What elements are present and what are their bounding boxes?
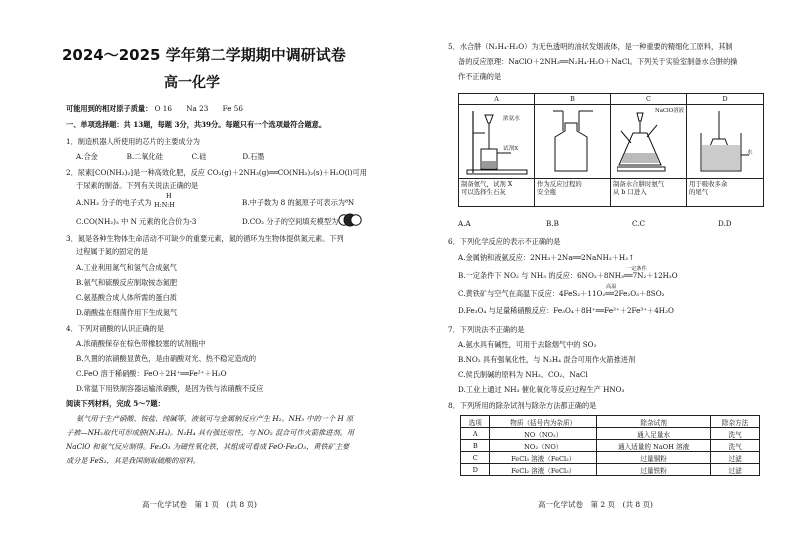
q8-cell: 过滤 — [711, 452, 760, 464]
q5-apparatus-c — [611, 105, 687, 179]
q5-caption-b-line1: 作为反应过程的 — [537, 180, 582, 188]
q5-option-a: A.A — [458, 219, 471, 228]
q5-caption-a — [459, 179, 535, 206]
q5-caption-a-line1: 制备氨气，试剂 X — [461, 180, 513, 188]
q4-option-b: B.久置的浓硝酸显黄色，是由硝酸对光、热不稳定造成的 — [76, 354, 257, 363]
exam-title: 2024～2025 学年第二学期期中调研试卷 — [62, 46, 346, 64]
q8-header-row — [461, 416, 760, 428]
q6-option-a: A.金属钠和液氨反应：2NH₃＋2Na══2NaNH₂＋H₂↑ — [458, 253, 635, 262]
q3-option-a: A.工业利用氮气和氢气合成氨气 — [76, 263, 177, 272]
q8-cell: 过量铁粉 — [597, 464, 711, 476]
label-naclo-solution: NaClO溶液 — [655, 108, 684, 114]
q6-option-b: B.一定条件下 NO₂ 与 NH₃ 的反应：6NO₂＋8NH₃══7N₂＋12H₂O — [458, 271, 678, 280]
q7-stem: 7．下列说法不正确的是 — [448, 325, 525, 334]
q5-header-c: C — [611, 94, 687, 105]
table-row — [461, 464, 760, 476]
passage-line-3: NaClO 和氨气反应制得。Fe₂O₃ 为磁性氧化铁，其组成可看成 FeO·Fe₂O₃，黄铁矿主要 — [66, 442, 350, 451]
q8-cell: C — [461, 452, 490, 464]
q6-c-condition: 高温 — [606, 284, 617, 290]
hydrazine-reactor-diagram — [617, 109, 681, 175]
q8-header-substance: 物质（括号内为杂质） — [490, 416, 597, 428]
q5-caption-b — [535, 179, 611, 206]
passage-line-4: 成分是 FeS₂，其是我国制取硫酸的原料。 — [66, 456, 200, 465]
q8-header-reagent: 除杂试剂 — [597, 416, 711, 428]
label-reagent-x: 试剂X — [503, 146, 519, 152]
q8-table — [460, 415, 760, 476]
q8-cell: 通入足量水 — [597, 428, 711, 440]
q8-cell: FeCl₃ 溶液（FeCl₂） — [490, 452, 597, 464]
q5-caption-d-line1: 用于吸收多余 — [689, 180, 728, 188]
q8-cell: 过滤 — [711, 464, 760, 476]
q8-cell: 洗气 — [711, 440, 760, 452]
q3-option-d: D.硝酸盐在细菌作用下生成氮气 — [76, 308, 178, 317]
q1-options: A.合金 B.二氧化硅 C.硅 D.石墨 — [76, 152, 265, 161]
q5-caption-a-line2: 可以选择生石灰 — [461, 188, 506, 196]
q8-cell: NO（NO₂） — [490, 428, 597, 440]
q8-cell: 通入适量的 NaOH 溶液 — [597, 440, 711, 452]
atomic-mass-values: O 16 Na 23 Fe 56 — [154, 104, 243, 113]
q5-header-b: B — [535, 94, 611, 105]
q5-caption-b-line2: 安全瓶 — [537, 188, 557, 196]
table-row — [461, 452, 760, 464]
q5-header-d: D — [722, 95, 728, 103]
q5-stem-line2: 备的反应原理：NaClO＋2NH₃══N₂H₄·H₂O＋NaCl。下列关于实验室制备水合肼的操 — [458, 57, 738, 66]
q7-option-c: C.侯氏制碱的原料为 NH₃、CO₂、NaCl — [458, 370, 588, 379]
q5-apparatus-table — [458, 93, 764, 207]
q8-cell: 洗气 — [711, 428, 760, 440]
q5-apparatus-b — [535, 105, 611, 179]
q5-caption-c-line2: 从 b 口进入 — [613, 188, 647, 196]
nh3-electron-formula-bottom: H:N:H — [154, 201, 175, 209]
q7-option-d: D.工业上通过 NH₃ 催化氧化等反应过程生产 HNO₃ — [458, 385, 625, 394]
q3-option-b: B.氨气和硫酸反应制取铵态氮肥 — [76, 278, 178, 287]
q7-option-b: B.NO₂ 具有强氧化性，与 N₂H₄ 混合可用作火箭推进剂 — [458, 355, 636, 364]
q5-header-a: A — [459, 94, 535, 105]
label-water: 水 — [747, 150, 753, 156]
q4-option-c: C.FeO 溶于稀硝酸：FeO＋2H⁺══Fe²⁺＋H₂O — [76, 369, 227, 378]
q6-b-condition: 一定条件 — [626, 266, 647, 272]
right-page — [400, 0, 800, 545]
q5-stem-line3: 作不正确的是 — [458, 72, 502, 81]
passage-line-2: 子被—NH₂取代可形成肼(N₂H₄)。N₂H₄ 具有强还原性，与 NO₂ 混合可作火箭推进剂。用 — [66, 428, 355, 437]
q8-cell: B — [461, 440, 490, 452]
q5-apparatus-a — [459, 105, 535, 179]
q2-option-b: B.中子数为 8 的氮原子可表示为⁸N — [242, 198, 355, 207]
q2-option-d: D.CO₂ 分子的空间填充模型为 — [242, 217, 339, 226]
q4-option-d: D.常温下用铁制容器运输浓硝酸，是因为铁与浓硝酸不反应 — [76, 384, 264, 393]
q3-stem-line2: 过程属于氮的固定的是 — [76, 247, 148, 256]
q5-option-b: B.B — [546, 219, 559, 228]
q4-option-a: A.浓硝酸保存在棕色带橡胶塞的试剂瓶中 — [76, 339, 206, 348]
right-footer: 高一化学试卷 第 2 页 (共 8 页) — [538, 500, 653, 509]
q3-stem-line1: 3．氮是各种生物体生命活动不可缺少的重要元素，氮的循环为生物体提供氮元素。下列 — [66, 234, 344, 243]
q2-stem-line1: 2．尿素[CO(NH₂)₂]是一种高效化肥，反应 CO₂(g)＋2NH₃(g)══CO(NH₂)₂(s)＋H₂O(l)可用 — [66, 168, 367, 177]
q6-stem: 6．下列化学反应的表示不正确的是 — [448, 237, 561, 246]
label-conc-ammonia: 浓氨水 — [503, 116, 520, 122]
table-row — [461, 440, 760, 452]
atomic-mass-label: 可能用到的相对原子质量： — [66, 104, 153, 113]
atomic-mass-line — [66, 104, 243, 113]
q8-stem: 8．下列所用的除杂试剂与除杂方法都正确的是 — [448, 401, 597, 410]
q5-caption-c — [611, 179, 687, 206]
q3-option-c: C.氨基酸合成人体所需的蛋白质 — [76, 293, 177, 302]
nh3-electron-formula-top: H — [166, 192, 172, 200]
q8-cell: NO₂（NO） — [490, 440, 597, 452]
q6-option-d: D.Fe₃O₄ 与足量稀硝酸反应：Fe₃O₄＋8H⁺══Fe²⁺＋2Fe³⁺＋4H₂O — [458, 306, 674, 315]
section1-heading: 一、单项选择题：共 13题，每题 3分，共39分。每题只有一个选项最符合题意。 — [66, 120, 327, 129]
q1-stem: 1．制造机器人所使用的芯片的主要成分为 — [66, 137, 200, 146]
reading-heading: 阅读下列材料，完成 5～7题： — [66, 399, 165, 408]
q2-stem-line2: 于尿素的制备。下列有关说法正确的是 — [76, 181, 199, 190]
left-footer: 高一化学试卷 第 1 页 (共 8 页) — [142, 500, 257, 509]
q5-caption-c-line1: 制备水合肼时氨气 — [613, 180, 665, 188]
q8-cell: 过量铜粉 — [597, 452, 711, 464]
passage-line-1: 氨气用于生产硝酸、铵盐、纯碱等，液氨可与金属钠反应产生 H₂。NH₃ 中的一个 H 原 — [76, 414, 354, 423]
q5-caption-d — [687, 179, 763, 206]
q8-cell: FeCl₂ 溶液（FeCl₃） — [490, 464, 597, 476]
q8-header-method: 除杂方法 — [711, 416, 760, 428]
q8-header-option: 选项 — [461, 416, 490, 428]
q5-apparatus-d — [687, 105, 763, 179]
q5-option-c: C.C — [632, 219, 646, 228]
q7-option-a: A.氨水具有碱性，可用于去除烟气中的 SO₂ — [458, 340, 597, 349]
q5-option-d: D.D — [718, 219, 732, 228]
q5-caption-d-line2: 的尾气 — [689, 188, 709, 196]
q5-stem-line1: 5．水合肼（N₂H₄·H₂O）为无色透明的油状发烟液体，是一种重要的精细化工原料，其制 — [448, 42, 733, 51]
q2-option-a: A.NH₃ 分子的电子式为 — [76, 198, 152, 207]
q6-option-c: C.黄铁矿与空气在高温下反应：4FeS₂＋11O₂══2Fe₂O₃＋8SO₂ — [458, 289, 665, 298]
q2-option-c: C.CO(NH₂)₂ 中 N 元素的化合价为-3 — [76, 217, 197, 226]
q8-cell: D — [461, 464, 490, 476]
co2-space-filling-model — [338, 212, 362, 228]
q8-cell: A — [461, 428, 490, 440]
q4-stem: 4．下列对硝酸的认识正确的是 — [66, 324, 165, 333]
tail-gas-absorber-diagram — [697, 109, 753, 175]
safety-bottle-diagram — [549, 109, 597, 175]
table-row — [461, 428, 760, 440]
exam-subtitle: 高一化学 — [164, 75, 220, 91]
